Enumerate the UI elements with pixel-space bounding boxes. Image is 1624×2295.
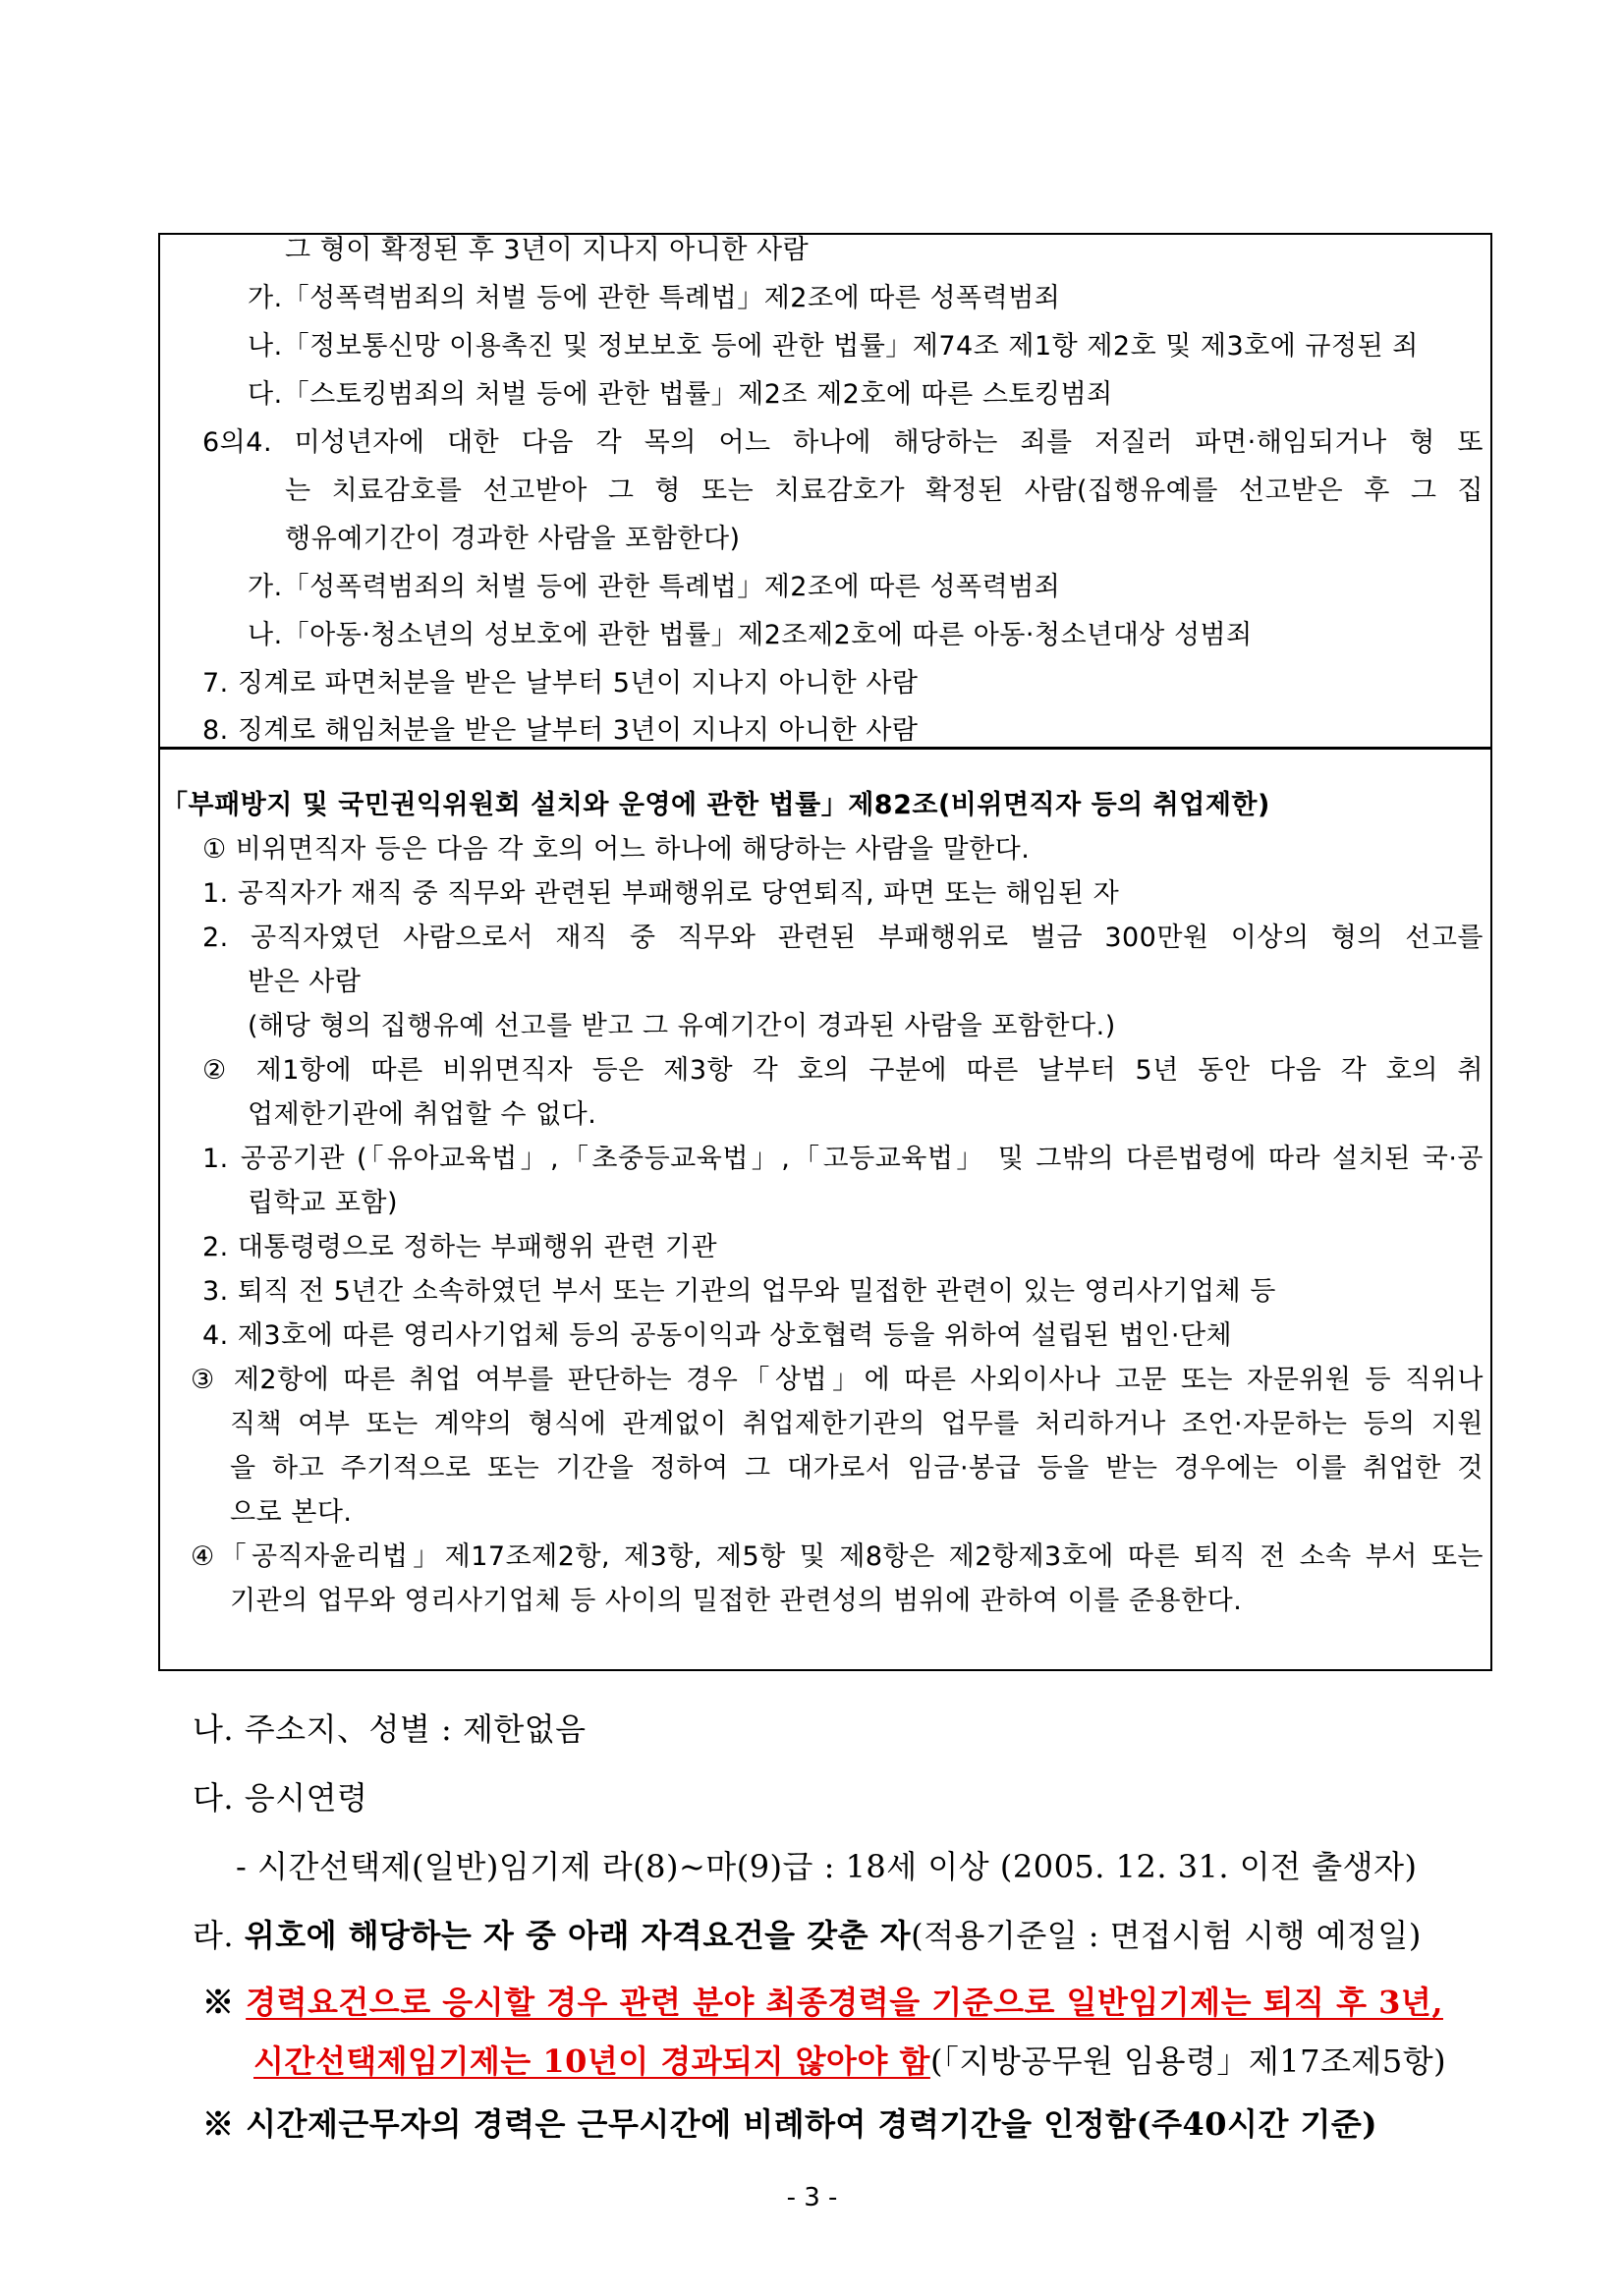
qualification-bold: 위호에 해당하는 자 중 아래 자격요건을 갖춘 자 [244,1917,912,1954]
box2-line-16: ④「공직자윤리법」제17조제2항, 제3항, 제5항 및 제8항은 제2항제3호에 따른 퇴직 전 소속 부서 또는 [191,1541,1484,1572]
career-warning-1: 경력요건으로 응시할 경우 관련 분야 최종경력을 기준으로 일반임기제는 퇴직 후 3년, [246,1984,1443,2021]
box2-line-12: ③ 제2항에 따른 취업 여부를 판단하는 경우「상법」에 따른 사외이사나 고문 또는 자문위원 등 직위나 [191,1365,1484,1395]
box1-line-5: 는 치료감호를 선고받아 그 형 또는 치료감호가 확정된 사람(집행유예를 선고받은 후 그 집 [285,476,1484,506]
box2-line-17: 기관의 업무와 영리사기업체 등 사이의 밀접한 관련성의 범위에 관하여 이를 준용한다. [230,1586,1243,1616]
age-heading: 다. 응시연령 [193,1779,368,1817]
box1-line-0: 그 형이 확정된 후 3년이 지나지 아니한 사람 [285,235,810,265]
box2-line-14: 을 하고 주기적으로 또는 기간을 정하여 그 대가로서 임금·봉급 등을 받는 경우에는 이를 취업한 것 [230,1453,1484,1483]
box1-line-10: 8. 징계로 해임처분을 받은 날부터 3년이 지나지 아니한 사람 [202,715,919,746]
box1-line-2: 나.「정보통신망 이용촉진 및 정보보호 등에 관한 법률」제74조 제1항 제2호 및 제3호에 규정된 죄 [248,331,1419,362]
age-requirement: - 시간선택제(일반)임기제 라(8)~마(9)급 : 18세 이상 (2005. 12. 31. 이전 출생자) [236,1848,1418,1885]
qualification-item [193,1914,1422,1957]
box2-line-10: 3. 퇴직 전 5년간 소속하였던 부서 또는 기관의 업무와 밀접한 관련이 있는 영리사기업체 등 [202,1276,1276,1307]
career-note-line-2 [253,2040,1446,2083]
box2-line-5: ② 제1항에 따른 비위면직자 등은 제3항 각 호의 구분에 따른 날부터 5년 동안 다음 각 호의 취 [202,1055,1484,1086]
box2-line-13: 직책 여부 또는 계약의 형식에 관계없이 취업제한기관의 업무를 처리하거나 조언·자문하는 등의 지원 [230,1409,1484,1439]
box1-line-7: 가.「성폭력범죄의 처벌 등에 관한 특례법」제2조에 따른 성폭력범죄 [248,572,1061,602]
gender-residence-item: 나. 주소지、성별 : 제한없음 [193,1710,587,1748]
qualification-label: 라. [193,1917,245,1954]
box2-line-2: 2. 공직자였던 사람으로서 재직 중 직무와 관련된 부패행위로 벌금 300만원 이상의 형의 선고를 [202,923,1484,953]
box2-line-11: 4. 제3호에 따른 영리사기업체 등의 공동이익과 상호협력 등을 위하여 설립된 법인·단체 [202,1320,1233,1351]
note-mark: ※ [202,1984,247,2021]
page-number: - 3 - [786,2183,838,2212]
box2-line-9: 2. 대통령령으로 정하는 부패행위 관련 기관 [202,1232,718,1262]
box2-line-0: ① 비위면직자 등은 다음 각 호의 어느 하나에 해당하는 사람을 말한다. [202,834,1031,865]
box2-line-6: 업제한기관에 취업할 수 없다. [248,1099,597,1130]
part-time-career-note: ※ 시간제근무자의 경력은 근무시간에 비례하여 경력기간을 인정함(주40시간 기준) [202,2105,1377,2143]
box1-line-8: 나.「아동‧청소년의 성보호에 관한 법률」제2조제2호에 따른 아동‧청소년대상 성범죄 [248,620,1253,650]
box1-line-4: 6의4. 미성년자에 대한 다음 각 목의 어느 하나에 해당하는 죄를 저질러 파면‧해임되거나 형 또 [202,427,1484,458]
box1-line-6: 행유예기간이 경과한 사람을 포함한다) [285,524,741,554]
box2-line-8: 립학교 포함) [248,1188,399,1218]
career-warning-basis: (「지방공무원 임용령」제17조제5항) [929,2043,1447,2080]
box1-line-9: 7. 징계로 파면처분을 받은 날부터 5년이 지나지 아니한 사람 [202,668,919,699]
box1-line-1: 가.「성폭력범죄의 처벌 등에 관한 특례법」제2조에 따른 성폭력범죄 [248,283,1061,313]
box2-title: 「부패방지 및 국민권익위원회 설치와 운영에 관한 법률」제82조(비위면직자 등의 취업제한) [161,790,1270,820]
career-note-line-1 [202,1981,1443,2024]
box2-line-4: (해당 형의 집행유예 선고를 받고 그 유예기간이 경과된 사람을 포함한다.) [248,1011,1116,1041]
career-warning-2: 시간선택제임기제는 10년이 경과되지 않아야 함 [253,2043,930,2080]
box2-line-1: 1. 공직자가 재직 중 직무와 관련된 부패행위로 당연퇴직, 파면 또는 해임된 자 [202,878,1120,909]
box1-line-3: 다.「스토킹범죄의 처벌 등에 관한 법률」제2조 제2호에 따른 스토킹범죄 [248,379,1113,410]
box2-line-7: 1. 공공기관 (「유아교육법」,「초중등교육법」,「고등교육법」 및 그밖의 다른법령에 따라 설치된 국·공 [202,1144,1484,1174]
box2-line-15: 으로 본다. [230,1497,353,1528]
box2-line-3: 받은 사람 [248,967,362,997]
qualification-basis: (적용기준일 : 면접시험 시행 예정일) [911,1917,1422,1954]
